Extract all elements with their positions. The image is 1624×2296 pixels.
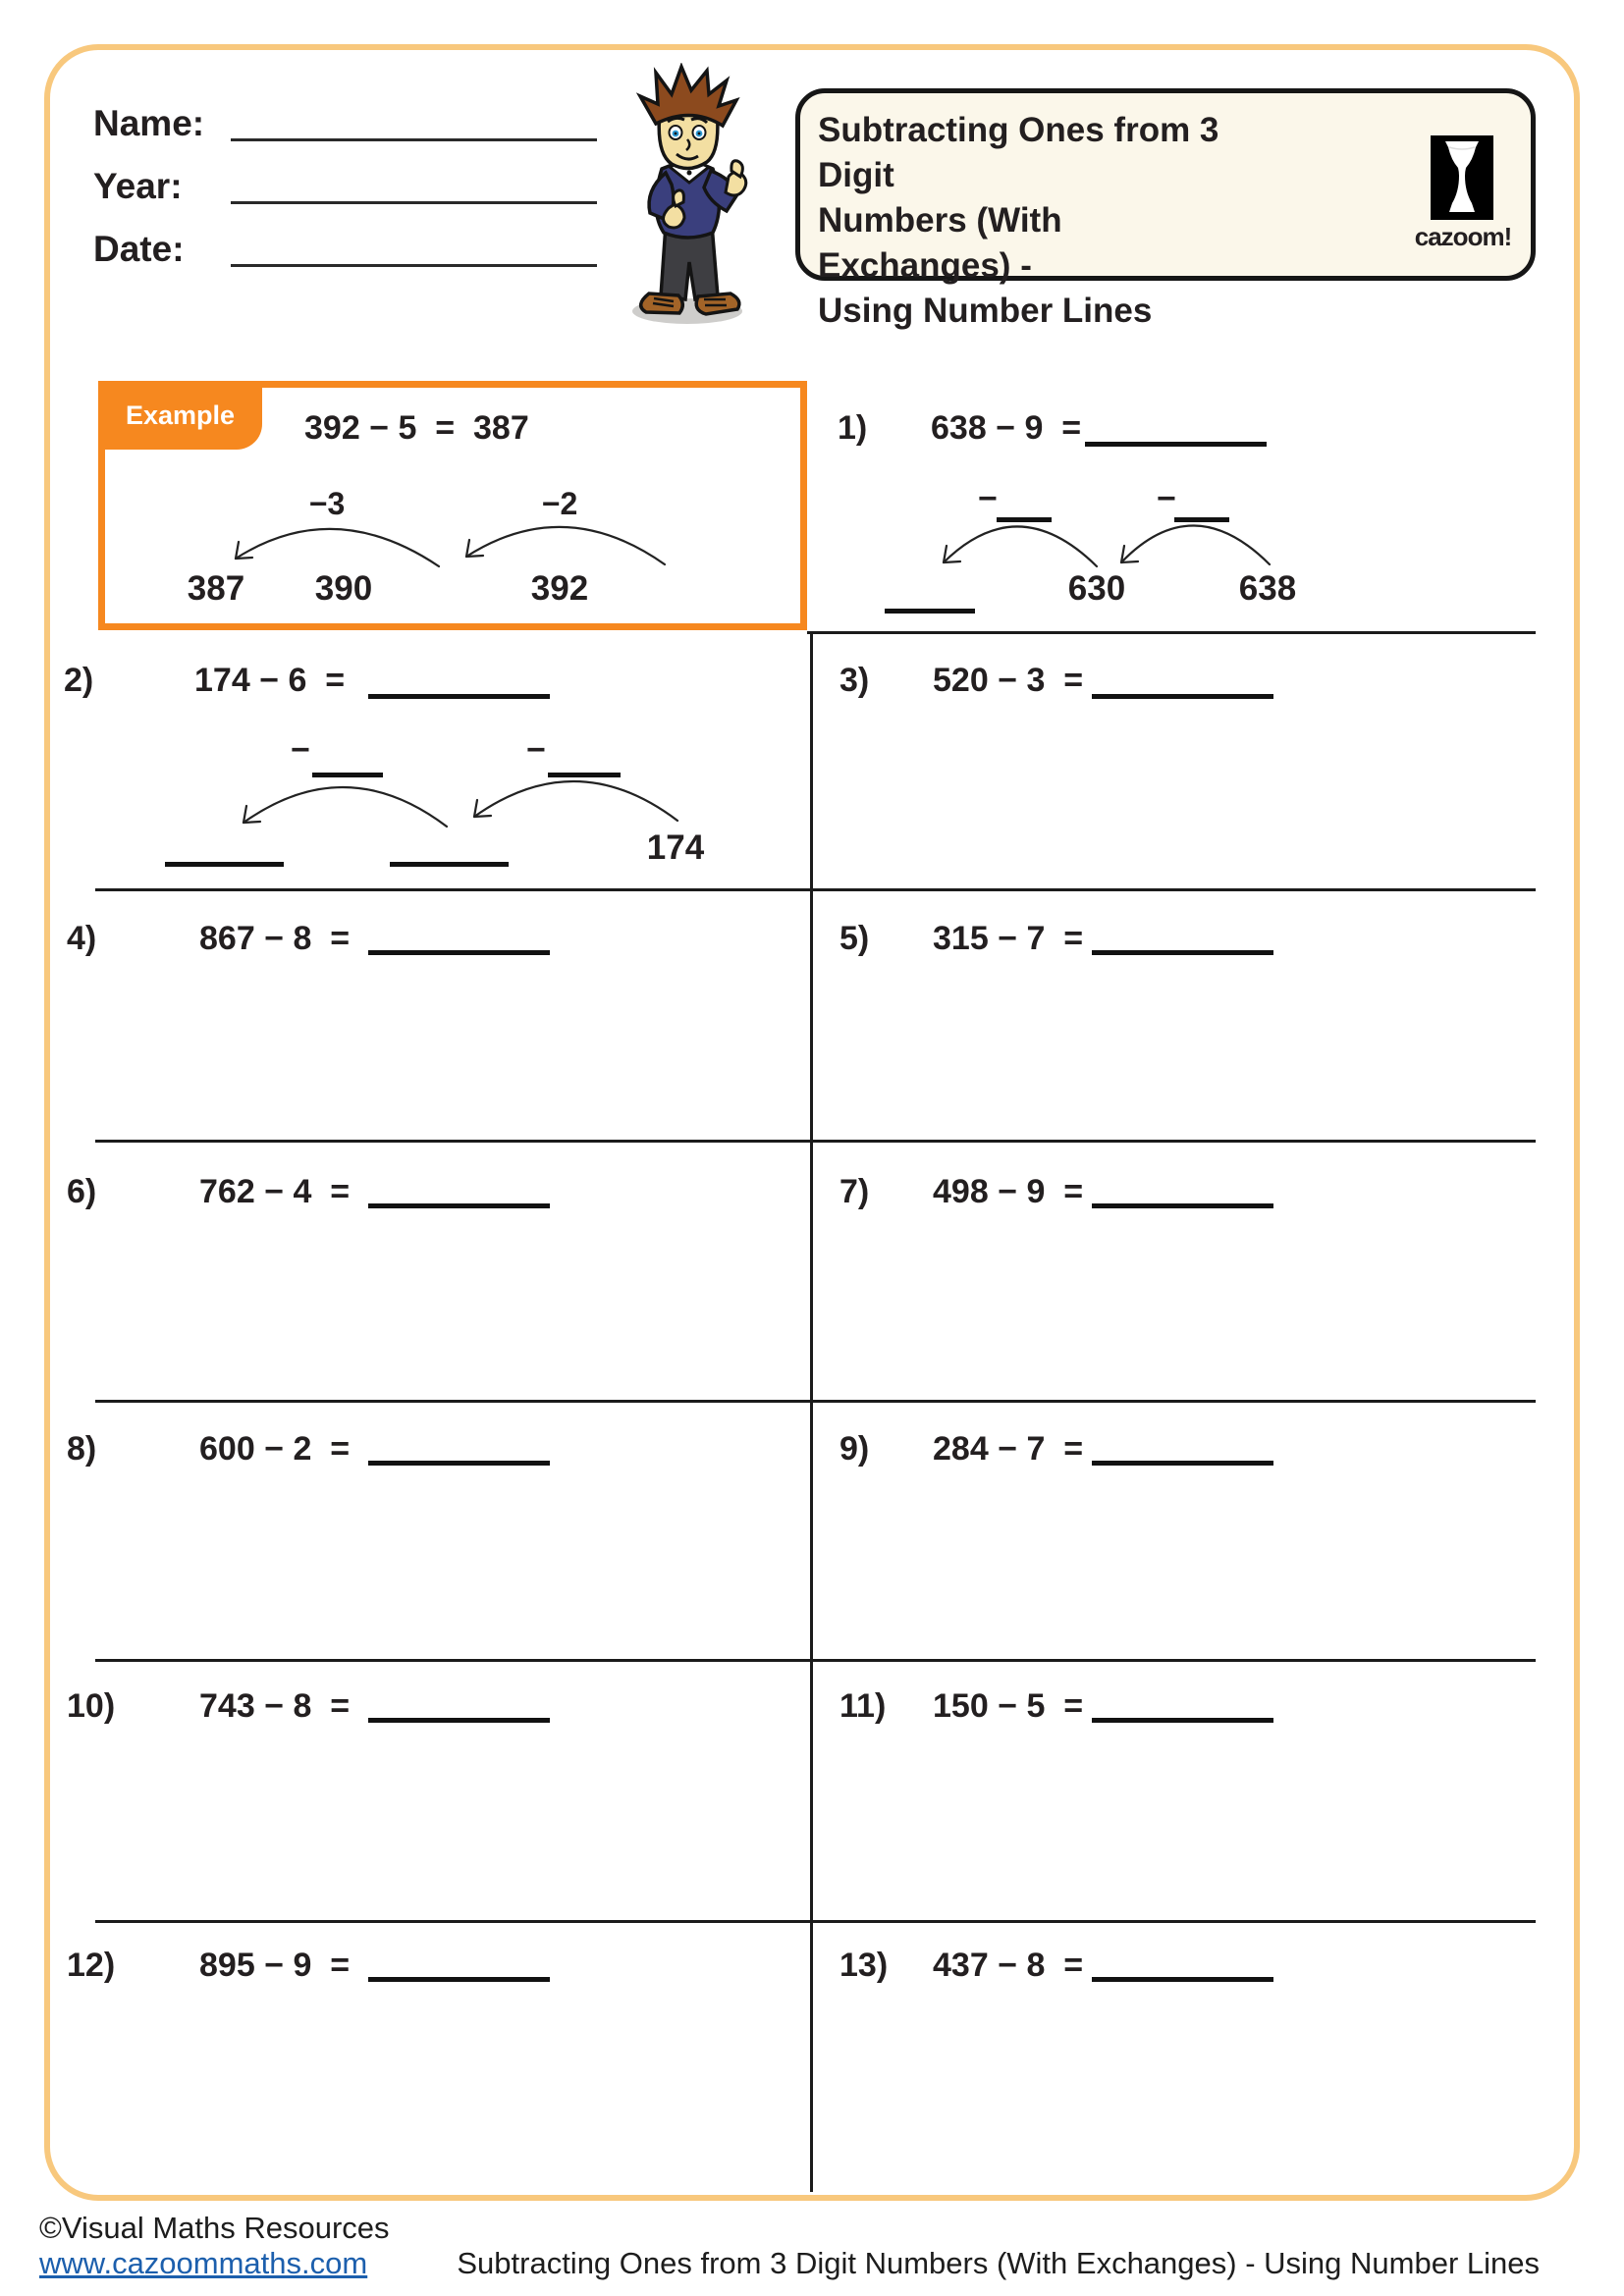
q10-answer-blank (368, 1718, 550, 1723)
q1-expression: 638 − 9 = (931, 409, 1082, 447)
q5-answer-blank (1092, 950, 1273, 955)
q1-jump-minus-1: − (978, 480, 998, 517)
q2-number: 2) (64, 662, 94, 699)
q12-answer-blank (368, 1977, 550, 1982)
year-line (231, 201, 597, 204)
cazoom-logo-text: cazoom! (1414, 222, 1512, 251)
title-line-3: Using Number Lines (818, 292, 1153, 330)
q2-jump-minus-1: − (291, 731, 310, 769)
q1-number: 1) (838, 409, 868, 447)
q1-answer-blank (1085, 442, 1267, 447)
q2-point-blank-1 (165, 862, 284, 867)
column-divider (810, 631, 813, 2192)
q2-jump-minus-2: − (526, 731, 546, 769)
q1-point-638: 638 (1238, 569, 1297, 608)
row-divider-1-right (807, 631, 1536, 634)
q9-answer-blank (1092, 1461, 1273, 1466)
q9-expression: 284 − 7 = (933, 1430, 1084, 1468)
q10-expression: 743 − 8 = (199, 1687, 351, 1725)
q2-point-174: 174 (646, 828, 705, 867)
q3-number: 3) (839, 662, 870, 699)
q3-expression: 520 − 3 = (933, 662, 1084, 699)
row-divider-6 (95, 1920, 1536, 1923)
q13-answer-blank (1092, 1977, 1273, 1982)
q11-number: 11) (839, 1687, 887, 1725)
year-label: Year: (93, 166, 183, 206)
footer-title: Subtracting Ones from 3 Digit Numbers (With Exchanges) - Using Number Lines (457, 2246, 1540, 2280)
q7-answer-blank (1092, 1203, 1273, 1208)
q2-answer-blank (368, 694, 550, 699)
q8-number: 8) (67, 1430, 97, 1468)
q7-expression: 498 − 9 = (933, 1173, 1084, 1210)
footer-website-link[interactable]: www.cazoommaths.com (39, 2246, 368, 2280)
date-label: Date: (93, 229, 185, 269)
name-label: Name: (93, 103, 205, 143)
q4-answer-blank (368, 950, 550, 955)
q6-expression: 762 − 4 = (199, 1173, 351, 1210)
q2-expression: 174 − 6 = (194, 662, 346, 699)
title-line-2: Numbers (With Exchanges) - (818, 201, 1062, 285)
q5-expression: 315 − 7 = (933, 920, 1084, 957)
q2-point-blank-2 (390, 862, 509, 867)
example-point-387: 387 (187, 569, 245, 608)
q12-number: 12) (67, 1947, 116, 1984)
q6-number: 6) (67, 1173, 97, 1210)
q11-answer-blank (1092, 1718, 1273, 1723)
example-point-392: 392 (530, 569, 589, 608)
row-divider-5 (95, 1659, 1536, 1662)
q11-expression: 150 − 5 = (933, 1687, 1084, 1725)
row-divider-2 (95, 888, 1536, 891)
q8-expression: 600 − 2 = (199, 1430, 351, 1468)
q9-number: 9) (839, 1430, 870, 1468)
cartoon-boy-illustration (607, 63, 779, 330)
q4-expression: 867 − 8 = (199, 920, 351, 957)
q6-answer-blank (368, 1203, 550, 1208)
title-line-1: Subtracting Ones from 3 Digit (818, 111, 1219, 194)
example-equation: 392 − 5 = 387 (304, 409, 529, 447)
q1-point-630: 630 (1067, 569, 1126, 608)
q13-number: 13) (839, 1947, 889, 1984)
q12-expression: 895 − 9 = (199, 1947, 351, 1984)
q10-number: 10) (67, 1687, 116, 1725)
date-line (231, 264, 597, 267)
q3-answer-blank (1092, 694, 1273, 699)
q7-number: 7) (839, 1173, 870, 1210)
example-point-390: 390 (314, 569, 373, 608)
row-divider-4 (95, 1400, 1536, 1403)
example-tab: Example (98, 381, 262, 450)
cazoom-logo-icon (1431, 135, 1493, 220)
footer-copyright: ©Visual Maths Resources (39, 2211, 390, 2245)
q13-expression: 437 − 8 = (933, 1947, 1084, 1984)
example-jump-label-1: −3 (308, 486, 346, 521)
q4-number: 4) (67, 920, 97, 957)
q1-point-blank (885, 609, 975, 614)
q1-jump-minus-2: − (1157, 480, 1176, 517)
example-jump-label-2: −2 (541, 486, 578, 521)
worksheet-title (818, 108, 1250, 334)
name-line (231, 138, 597, 141)
row-divider-3 (95, 1140, 1536, 1143)
q8-answer-blank (368, 1461, 550, 1466)
q5-number: 5) (839, 920, 870, 957)
